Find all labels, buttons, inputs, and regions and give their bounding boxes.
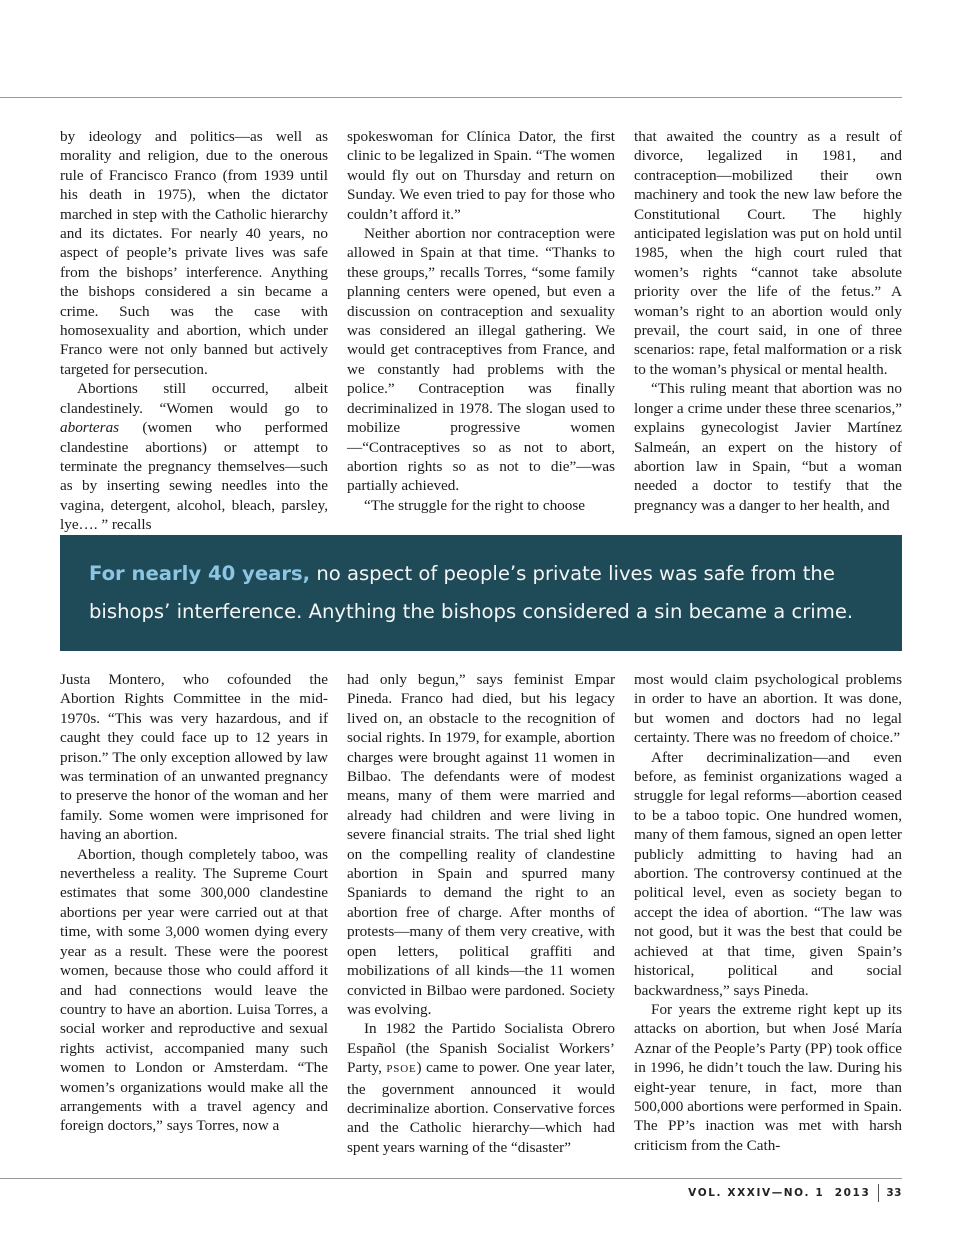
issue-label: VOL. XXXIV—NO. 1 2013 — [688, 1187, 871, 1199]
pull-quote-line-2: bishops’ interference. Anything the bishops considered a sin became a crime. — [89, 600, 854, 623]
article-column-1-bottom — [60, 670, 328, 1136]
footer-divider — [878, 1184, 879, 1202]
text-run: In 1982 the Partido Socialista Obrero Español (the Spanish Socialist Workers’ Party, — [347, 1020, 615, 1077]
text-run: (women who performed clandestine abortions) or attempt to terminate the pregnancy themselves—such as by inserting sewing needles into the vagina, detergent, alcohol, bleach, parsley, lye…. ” recalls — [60, 419, 328, 534]
article-column-2-bottom — [347, 670, 615, 1157]
article-column-1-top — [60, 127, 328, 535]
page-number: 33 — [886, 1187, 902, 1199]
paragraph: After decriminalization—and even before, as feminist organizations waged a struggle for legal reforms—abortion ceased to be a taboo topic. One hundred women, many of them famous, signed an open letter publicly admitting to having had an abortion. The controversy continued at the political level, even as society began to accept the idea of abortion. “The law was not good, but it was the best that could be achieved at that time, given Spain’s historical, political and social backwardness,” says Pineda. — [634, 748, 902, 999]
text-run: Abortions still occurred, albeit clandestinely. “Women would go to — [60, 380, 328, 417]
footer-rule — [0, 1178, 902, 1179]
pull-quote — [60, 535, 902, 651]
paragraph: that awaited the country as a result of divorce, legalized in 1981, and contraception—mobilized their own machinery and took the new law before the Constitutional Court. The highly anticipated legislation was put on hold until 1985, when the high court ruled that women’s rights “cannot take absolute priority over the life of the fetus.” A woman’s right to an abortion would only prevail, the court said, in one of three scenarios: rape, fetal malformation or a risk to the woman’s physical or mental health. — [634, 128, 902, 378]
text-run: ) came to power. One year later, the government announced it would decriminalize abortion. Conservative forces and the Catholic hierarchy—which had spent years warning of the “disaster” — [347, 1059, 616, 1156]
pull-quote-line-1 — [89, 555, 874, 593]
paragraph: “The struggle for the right to choose — [364, 496, 585, 514]
article-column-2-top — [347, 127, 615, 515]
italic-term: aborteras — [60, 419, 120, 437]
article-column-3-bottom — [634, 670, 902, 1155]
paragraph: most would claim psychological problems in order to have an abortion. It was done, but women and doctors had no legal certainty. There was no freedom of choice.” — [634, 671, 902, 747]
page-footer — [688, 1184, 902, 1202]
paragraph: Abortion, though completely taboo, was nevertheless a reality. The Supreme Court estimates that some 300,000 clandestine abortions per year were carried out at that time, with some 3,000 women dying every year as a result. These were the poorest women, because those who could afford it and had connections would leave the country to have an abortion. Luisa Torres, a social worker and reproductive and sexual rights activist, accompanied many such women to London or Amsterdam. “The women’s organizations would make all the arrangements with a travel agency and foreign doctors,” says Torres, now a — [60, 845, 328, 1135]
header-rule — [0, 97, 902, 98]
paragraph: had only begun,” says feminist Empar Pineda. Franco had died, but his legacy lived on, an obstacle to the recognition of social rights. In 1979, for example, abortion charges were brought against 11 women in Bilbao. The defendants were of modest means, many of them were married and already had children and were living in severe financial straits. The trial shed light on the compelling reality of clandestine abortion in Spain and spurred many Spaniards to demand the right to an abortion free of charge. After months of protests—many of them very creative, with open letters, political graffiti and mobilizations of all kinds—the 11 women convicted in Bilbao were pardoned. Society was evolving. — [347, 671, 615, 1018]
paragraph: “This ruling meant that abortion was no longer a crime under these three scenarios,” explains gynecologist Javier Martínez Salmeán, an expert on the history of abortion law in Spain, “but a woman needed a doctor to testify that the pregnancy was a danger to her health, and — [634, 380, 902, 514]
paragraph: Neither abortion nor contraception were allowed in Spain at that time. “Thanks to these groups,” recalls Torres, “some family planning centers were opened, but even a discussion on contraception and sexuality was considered an illegal gathering. We would get contraceptives from France, and we constantly had problems with the police.” Contraception was finally decriminalized in 1978. The slogan used to mobilize progressive women—“Contraceptives so as not to abort, abortion rights so as not to die”—was partially achieved. — [347, 225, 615, 495]
acronym: PSOE — [386, 1063, 417, 1076]
article-column-3-top — [634, 127, 902, 515]
paragraph: For years the extreme right kept up its attacks on abortion, but when José María Aznar of the People’s Party (PP) took office in 1996, he didn’t touch the law. During his eight-year tenure, in fact, more than 500,000 abortions were performed in Spain. The PP’s inaction was met with harsh criticism from the Cath- — [634, 1000, 902, 1154]
paragraph: by ideology and politics—as well as morality and religion, due to the onerous rule of Francisco Franco (from 1939 until his death in 1975), when the dictator marched in step with the Catholic hierarchy and its dictates. For nearly 40 years, no aspect of people’s private lives was safe from the bishops’ interference. Anything the bishops considered a sin became a crime. Such was the case with homosexuality and abortion, which under Franco were not only banned but actively targeted for persecution. — [60, 128, 328, 378]
paragraph — [60, 379, 328, 534]
pull-quote-lead: For nearly 40 years, — [89, 562, 311, 585]
paragraph: spokeswoman for Clínica Dator, the first clinic to be legalized in Spain. “The women would fly out on Thursday and return on Sunday. We even tried to pay for those who couldn’t afford it.” — [347, 128, 615, 223]
paragraph — [347, 1019, 615, 1157]
paragraph: Justa Montero, who cofounded the Abortion Rights Committee in the mid-1970s. “This was very hazardous, and if caught they could face up to 12 years in prison.” The only exception allowed by law was termination of an unwanted pregnancy to preserve the honor of the woman and her family. Some women were imprisoned for having an abortion. — [60, 671, 328, 844]
pull-quote-text: no aspect of people’s private lives was safe from the — [310, 562, 835, 585]
